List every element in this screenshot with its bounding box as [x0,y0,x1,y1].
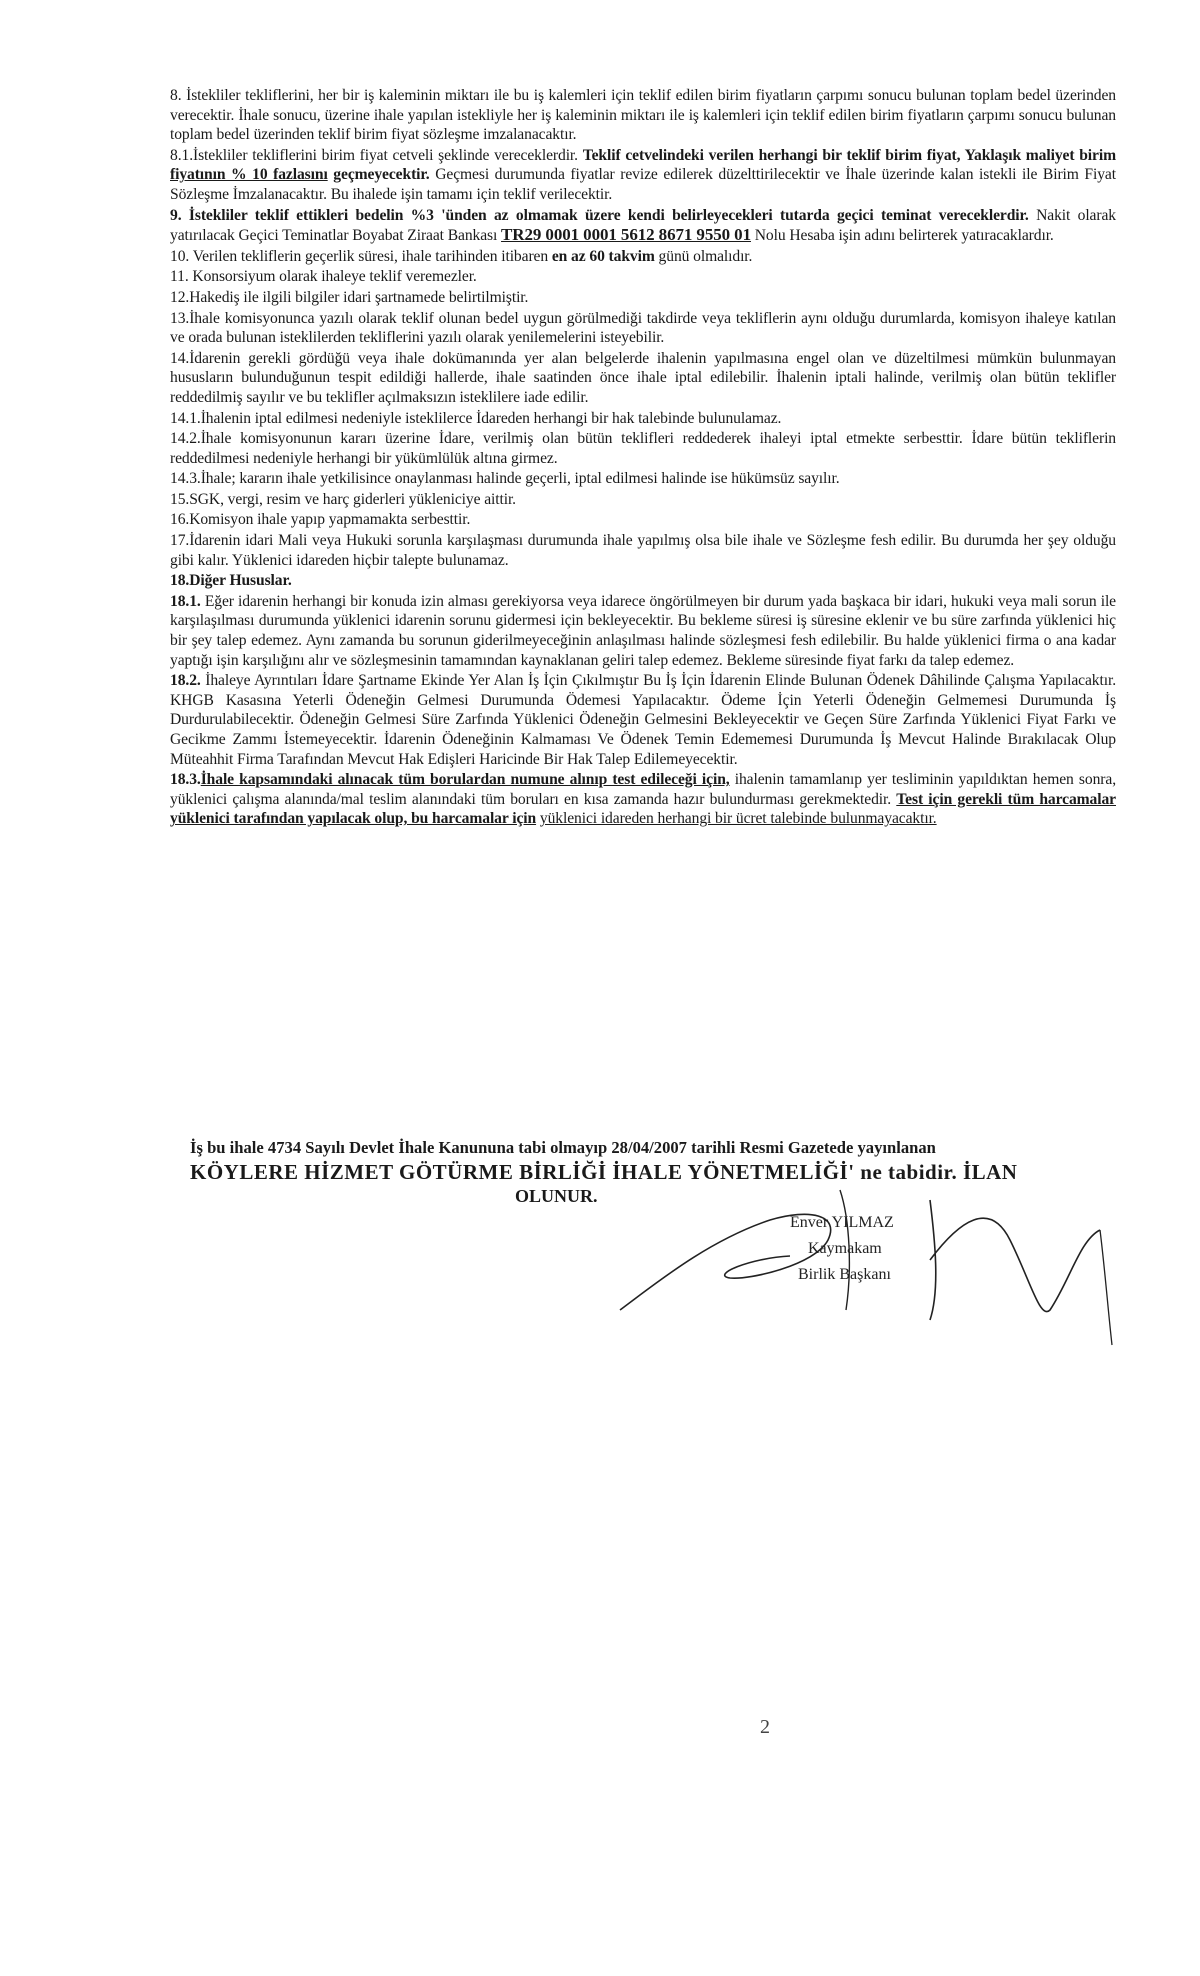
text-run: 9. İstekliler teklif ettikleri bedelin %3 'ünden az olmamak üzere kendi belirleyecekleri tutarda geçici teminat vereceklerdir. [170,206,1029,224]
closing-line-3: OLUNUR. [515,1186,598,1206]
text-run: 11. Konsorsiyum olarak ihaleye teklif veremezler. [170,268,477,286]
text-run: 8. İstekliler tekliflerini, her bir iş kaleminin miktarı ile bu iş kalemleri için teklif edilen birim fiyatların çarpımı sonucu bulunan toplam bedel üzerinden verecektir. İhale sonucu, üzerine ihale yapılan istekliyle her iş kaleminin miktarı ile iş kalemleri için teklif edilen birim fiyatların çarpımı sonucu bulunan toplam bedel üzerinden teklif birim fiyat sözleşme imzalanacaktır. [170,87,1116,144]
text-run: ihalenin tamamlanıp yer tesliminin yapıldıktan hemen sonra, yüklenici çalışma alanında/mal teslim alanındaki tüm boruları en kısa zamanda hazır bulundurması gerekmektedir. [170,771,1116,808]
text-run: İhaleye Ayrıntıları İdare Şartname Ekinde Yer Alan İş İçin Çıkılmıştır Bu İş İçin İdarenin Elinde Bulunan Ödenek Dâhilinde Çalışma Yapılacaktır. KHGB Kasasına Yeterli Ödeneğin Gelmesi Durumunda Ödemesi Yapılacaktır. Ödeme İçin Yeterli Ödeneğin Gelmemesi Durumunda İş Durdurulabilecektir. Ödeneğin Gelmesi Süre Zarfında Yüklenici Ödeneğin Gelmesini Bekleyecektir ve Geçen Süre Zarfında Yüklenici Fiyat Farkı ve Gecikme Zammı İstemeyecektir. İdarenin Ödeneğinin Kalmaması Ve Ödenek Temin Edememesi Durumunda İş Mevcut Halinde Bırakılacak Olup Müteahhit Firma Tarafından Mevcut Hak Edişleri Haricinde Bir Hak Talep Edilemeyecektir. [170,672,1116,768]
text-run: fiyatının % 10 fazlasını [170,166,328,184]
paragraph-p14_3 [170,469,1116,489]
paragraph-p14_2 [170,429,1116,468]
text-run: yüklenici idareden herhangi bir ücret talebinde bulunmayacaktır. [539,810,937,828]
text-run: 16.Komisyon ihale yapıp yapmamakta serbesttir. [170,511,471,529]
text-run: Geçmesi durumunda fiyatlar revize edilerek düzelttirilecektir ve İhale üzerinde kalan istekli ile Birim Fiyat Sözleşme İmzalanacaktır. Bu ihalede işin tamamı için teklif verilecektir. [170,166,1116,203]
text-run: 18.3. [170,771,201,789]
paragraph-p13 [170,309,1116,348]
signatory-title: Kaymakam [808,1240,882,1257]
text-run: Teklif cetvelindeki verilen herhangi bir teklif birim fiyat, Yaklaşık maliyet birim [582,146,1116,164]
text-run: 17.İdarenin idari Mali veya Hukuki sorunla karşılaşması durumunda ihale yapılmış olsa bile ihale ve Sözleşme fesh edilir. Bu durumda her şey olduğu gibi kalır. Yüklenici idareden hiçbir talepte bulunamaz. [170,532,1116,569]
paragraph-p17 [170,531,1116,570]
closing-line-1: İş bu ihale 4734 Sayılı Devlet İhale Kanununa tabi olmayıp 28/04/2007 tarihli Resmi Gazetede yayınlanan [190,1138,936,1157]
text-run: 15.SGK, vergi, resim ve harç giderleri yükleniciye aittir. [170,490,516,508]
paragraph-p8 [170,86,1116,145]
paragraph-p18 [170,571,1116,591]
text-run: 14.2.İhale komisyonunun kararı üzerine İdare, verilmiş olan bütün teklifleri reddederek ihaleyi iptal etmekte serbesttir. İdare bütün tekliflerin reddedilmesi nedeniyle herhangi bir yükümlülük altına girmez. [170,430,1116,467]
paragraph-p18_1 [170,592,1116,670]
text-run: 14.1.İhalenin iptal edilmesi nedeniyle isteklilerce İdareden herhangi bir hak talebinde bulunulamaz. [170,409,782,427]
closing-line-2: KÖYLERE HİZMET GÖTÜRME BİRLİĞİ İHALE YÖNETMELİĞİ' ne tabidir. İLAN [190,1160,1018,1184]
text-run: 14.İdarenin gerekli gördüğü veya ihale dokümanında yer alan belgelerde ihalenin yapılmasına engel olan ve düzeltilmesi mümkün bulunmayan hususların bulunduğunun tespit edildiği hallerde, ihale saatinden önce ihale iptal edilebilir. İhalenin iptali halinde, verilmiş olan bütün teklifler reddedilmiş sayılır ve bu teklifler açılmaksızın isteklilere iade edilir. [170,349,1116,406]
text-run: 14.3.İhale; kararın ihale yetkilisince onaylanması halinde geçerli, iptal edilmesi halinde ise hükümsüz sayılır. [170,470,840,488]
paragraph-p16 [170,510,1116,530]
paragraph-p8_1 [170,146,1116,205]
text-run: Nolu Hesaba işin adını belirterek yatıracaklardır. [750,227,1054,245]
paragraph-p11 [170,267,1116,287]
text-run: Eğer idarenin herhangi bir konuda izin alması gerekiyorsa veya idarece öngörülmeyen bir durum yada başkaca bir idari, hukuki veya mali sorun ile karşılaşılması durumunda yüklenici idarenin sorunu gidermesi için bekleyecektir. Bu bekleme süresi iş süresine eklenir ve bu süre zarfında yüklenici hiç bir şey talep edemez. Aynı zamanda bu sorunun giderilmeyeceğinin anlaşılması halinde sözleşmesi fesh edilebilir. Bu halde yüklenici firma o ana kadar yaptığı işin karşılığını alır ve sözleşmesinin tamamından kaynaklanan geliri talep edemez. Bekleme süresinde fiyat farkı da talep edemez. [170,592,1116,669]
text-run: İhale kapsamındaki alınacak tüm borulardan numune alınıp test edileceği için, [200,771,730,789]
text-run: Nakit olarak yatırılacak Geçici Teminatlar Boyabat Ziraat Bankası [170,206,1116,245]
paragraph-p14 [170,349,1116,408]
document-body [170,86,1116,830]
paragraph-p9 [170,206,1116,246]
signatory-role: Birlik Başkanı [798,1266,891,1283]
text-run: 12.Hakediş ile ilgili bilgiler idari şartnamede belirtilmiştir. [170,288,529,306]
text-run: Test için gerekli tüm harcamalar yüklenici tarafından yapılacak olup, bu harcamalar için [170,790,1116,828]
paragraph-p15 [170,490,1116,510]
paragraph-p18_2 [170,671,1116,769]
text-run: 18.2. [170,672,201,690]
signatory-name: Enver YILMAZ [790,1214,894,1231]
text-run: 18.1. [170,592,201,610]
text-run: 10. Verilen tekliflerin geçerlik süresi, ihale tarihinden itibaren [170,247,552,265]
text-run: 13.İhale komisyonunca yazılı olarak teklif olunan bedel uygun görülmediği takdirde veya tekliflerin aynı olduğu durumlarda, komisyon ihaleye katılan ve orada bulunan isteklilerden tekliflerini yazılı olarak yenilemelerini isteyebilir. [170,309,1116,347]
paragraph-p12 [170,288,1116,308]
paragraph-p10 [170,247,1116,267]
text-run: günü olmalıdır. [654,247,753,265]
page-number: 2 [760,1716,770,1738]
text-run: geçmeyecektir. [327,166,430,184]
text-run: TR29 0001 0001 5612 8671 9550 01 [501,225,751,245]
text-run: 18.Diğer Hususlar. [170,572,292,590]
text-run: en az 60 takvim [551,247,655,265]
paragraph-p18_3 [170,770,1116,829]
text-run: 8.1.İstekliler tekliflerini birim fiyat cetveli şeklinde vereceklerdir. [170,146,583,164]
paragraph-p14_1 [170,409,1116,429]
